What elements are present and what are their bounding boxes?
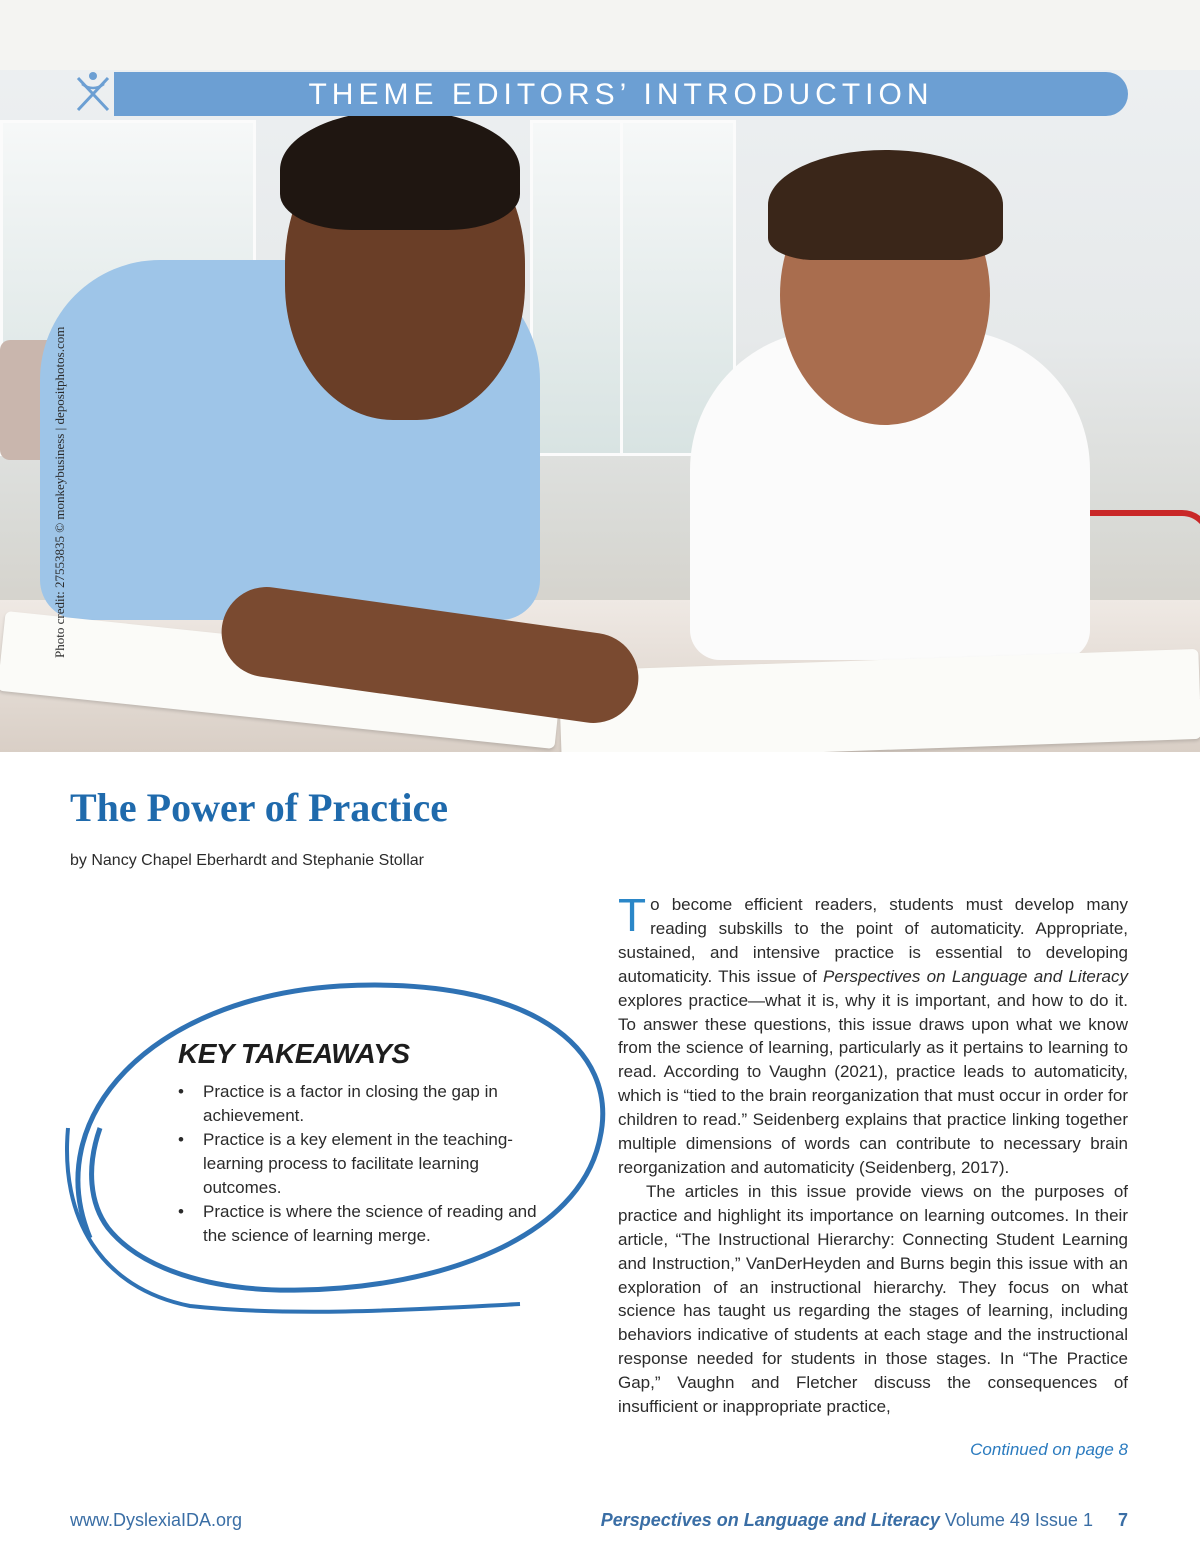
body-paragraph-2: The articles in this issue provide views on the purposes of practice and highlight its importance on learning outcomes. In their article, “The Instructional Hierarchy: Connecting Student Learning and Instruction,” VanDerHeyden and Burns begin this issue with an exploration of an instructional hierarchy. They focus on what science has taught us regarding the stages of learning, including behaviors indicative of students at each stage and the instructional response needed for students in those stages. In “The Practice Gap,” Vaughn and Fletcher discuss the consequences of insufficient or inappropriate practice, xyxy=(618,1181,1128,1417)
footer-volume: Volume 49 Issue 1 xyxy=(944,1510,1093,1530)
photo-girl-hair xyxy=(768,150,1003,260)
drop-cap: T xyxy=(618,889,647,941)
key-takeaway-item: • Practice is a factor in closing the gap in achievement. xyxy=(178,1080,538,1128)
body-text: explores practice—what it is, why it is important, and how to do it. To answer these questions, this issue draws upon what we know from the science of learning, particularly as it pertains to learning to read. According to Vaughn (2021), practice leads to automaticity, which is “tied to the brain reorganization that must occur in order for children to read.” Seidenberg explains that practice linking together multiple dimensions of words can contribute to necessary brain reorganization and automaticity (Seidenberg, 2017). xyxy=(618,990,1128,1177)
section-banner-label: THEME EDITORS’ INTRODUCTION xyxy=(308,78,934,111)
key-takeaways-title: KEY TAKEAWAYS xyxy=(178,1038,410,1069)
article-body xyxy=(618,889,1128,1419)
body-paragraph-1 xyxy=(618,889,1128,1180)
continued-link[interactable]: Continued on page 8 xyxy=(970,1440,1128,1459)
ida-logo-icon xyxy=(74,70,112,114)
photo-credit: Photo credit: 27553835 © monkeybusiness | depositphotos.com xyxy=(52,326,67,658)
article-byline: by Nancy Chapel Eberhardt and Stephanie Stollar xyxy=(70,852,424,869)
key-takeaway-item: • Practice is where the science of reading and the science of learning merge. xyxy=(178,1200,538,1248)
footer-website-link[interactable]: www.DyslexiaIDA.org xyxy=(70,1510,243,1530)
photo-window xyxy=(530,120,626,456)
footer-publication-name: Perspectives on Language and Literacy xyxy=(600,1510,940,1530)
journal-name: Perspectives on Language and Literacy xyxy=(823,966,1128,986)
footer-publication xyxy=(601,1510,1128,1531)
key-takeaways-list xyxy=(178,1080,538,1248)
photo-boy-hair xyxy=(280,110,520,230)
page-number: 7 xyxy=(1117,1510,1128,1530)
article-title: The Power of Practice xyxy=(70,785,448,830)
key-takeaway-item: • Practice is a key element in the teaching-learning process to facilitate learning outcomes. xyxy=(178,1128,538,1200)
photo-ceiling xyxy=(0,0,1200,70)
body-text: o become efficient readers, students must develop many reading subskills to the point of automaticity. Appropriate, sustained, and intensive practice is essential to developing automaticity. This issue of xyxy=(618,895,1128,986)
